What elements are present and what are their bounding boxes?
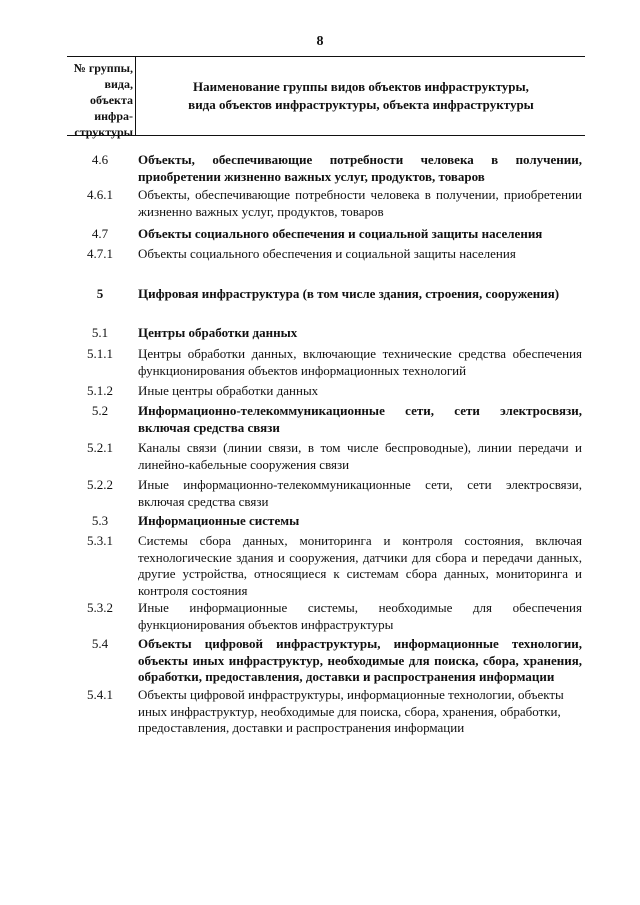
row-number: 5.4	[91, 636, 109, 651]
row-number: 5.3.2	[87, 600, 113, 615]
row-number: 5.4.1	[87, 687, 113, 702]
row-number: 5.2	[91, 403, 109, 418]
header-number-column	[67, 57, 136, 139]
header-title-line-1: Наименование группы видов объектов инфраструктуры,	[193, 79, 529, 94]
row-title: Системы сбора данных, мониторинга и контроля состояния, включая технологические здания и сооружения, датчики для сбора и передачи данных, другие устройства, относящиеся к системам сбора данных, мониторинга и контроля состояния	[138, 533, 582, 598]
header-left-line: № группы,	[73, 61, 133, 75]
row-number: 5.1.2	[87, 383, 113, 398]
row-title: Информационные системы	[138, 513, 300, 528]
row-title: Цифровая инфраструктура (в том числе здания, строения, сооружения)	[138, 286, 560, 301]
row-number: 4.6	[91, 152, 109, 167]
table-header	[67, 56, 585, 139]
row-number: 5.2.2	[87, 477, 113, 492]
row-number: 5.3	[91, 513, 109, 528]
row-title: Иные информационные системы, необходимые для обеспечения функционирования объектов инфраструктуры	[138, 600, 582, 632]
row-number: 5.1	[91, 325, 109, 340]
row-number: 4.6.1	[87, 187, 113, 202]
row-title: Центры обработки данных	[138, 325, 298, 340]
row-title: Объекты социального обеспечения и социальной защиты населения	[138, 226, 543, 241]
row-title: Иные информационно-телекоммуникационные сети, сети электросвязи, включая средства связи	[138, 477, 582, 509]
page-number: 8	[316, 34, 324, 49]
row-title: Иные центры обработки данных	[138, 383, 319, 398]
header-left-line: объекта	[90, 93, 133, 107]
header-title-line-2: вида объектов инфраструктуры, объекта инфраструктуры	[188, 97, 534, 112]
row-title: Объекты, обеспечивающие потребности человека в получении, приобретении жизненно важных услуг, продуктов, товаров	[138, 152, 582, 184]
row-number: 4.7	[91, 226, 109, 241]
row-title: Информационно-телекоммуникационные сети, сети электросвязи, включая средства связи	[138, 403, 582, 435]
row-title: Объекты цифровой инфраструктуры, информационные технологии, объекты иных инфраструктур, необходимые для поиска, сбора, хранения, обработки, предоставления, доставки и распространения информации	[138, 636, 582, 684]
header-title-column	[137, 57, 585, 135]
header-left-line: вида,	[104, 77, 133, 91]
row-number: 5	[96, 286, 104, 301]
row-title: Каналы связи (линии связи, в том числе беспроводные), линии передачи и линейно-кабельные сооружения связи	[138, 440, 582, 472]
row-number: 4.7.1	[87, 246, 113, 261]
header-left-line: инфра-	[94, 109, 133, 123]
row-title: Объекты, обеспечивающие потребности человека в получении, приобретении жизненно важных услуг, продуктов, товаров	[138, 187, 582, 219]
row-number: 5.2.1	[87, 440, 113, 455]
row-number: 5.1.1	[87, 346, 113, 361]
row-title: Объекты социального обеспечения и социальной защиты населения	[138, 246, 516, 261]
row-title: Объекты цифровой инфраструктуры, информационные технологии, объекты иных инфраструктур, необходимые для поиска, сбора, хранения, обработки, предоставления, доставки и распространения информации	[138, 687, 564, 735]
row-number: 5.3.1	[87, 533, 113, 548]
row-title: Центры обработки данных, включающие технические средства обеспечения функционирования объектов информационных технологий	[138, 346, 582, 378]
header-left-line: структуры	[74, 125, 133, 139]
